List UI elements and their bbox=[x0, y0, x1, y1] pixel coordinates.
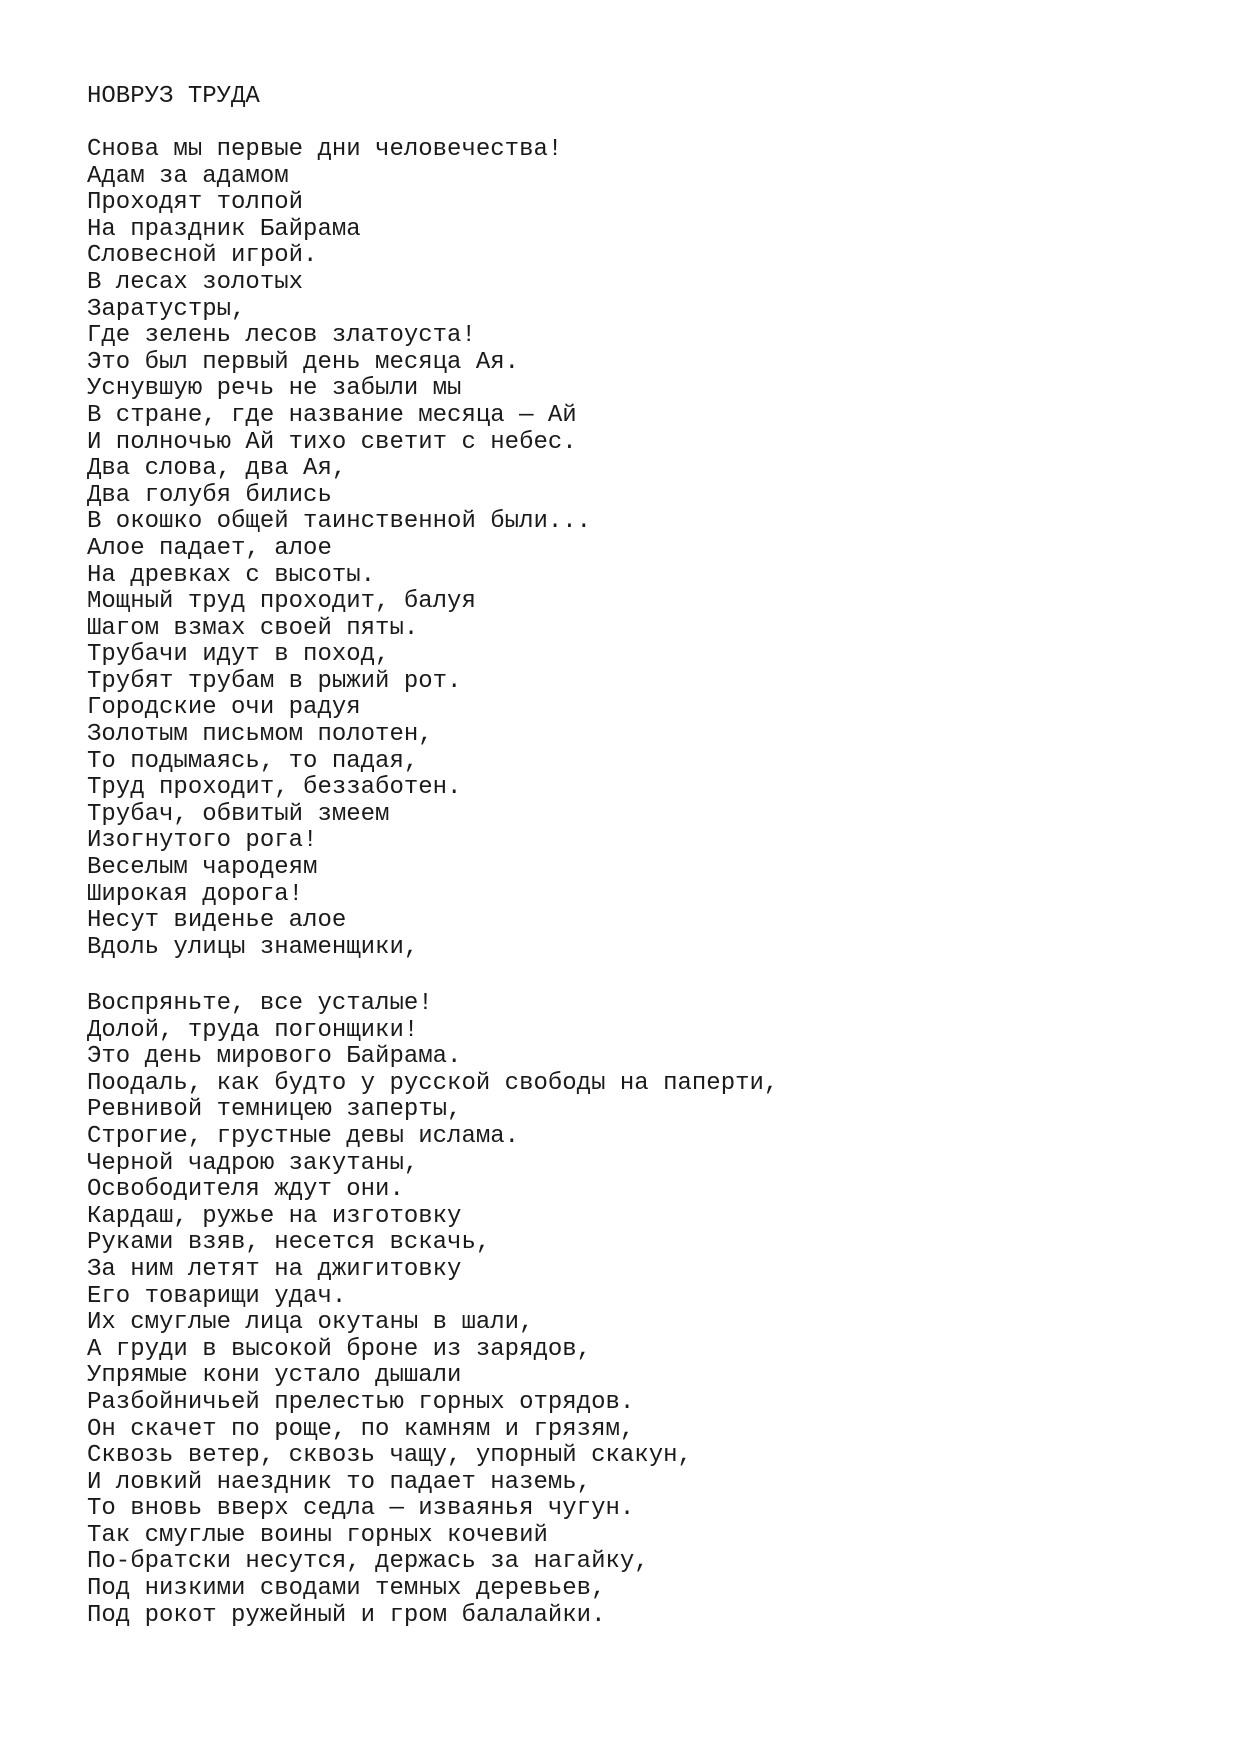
poem-line: Шагом взмах своей пяты. bbox=[87, 614, 419, 642]
poem-title: НОВРУЗ ТРУДА bbox=[87, 83, 260, 110]
poem-line: Трубач, обвитый змеем bbox=[87, 800, 390, 828]
poem-line: В окошко общей таинственной были... bbox=[87, 508, 592, 536]
poem-line: И полночью Ай тихо светит с небес. bbox=[87, 428, 577, 456]
poem-line: Два голубя бились bbox=[87, 481, 332, 509]
poem-line: Городские очи радуя bbox=[87, 694, 361, 722]
stanza-2 bbox=[87, 991, 778, 1629]
poem-line: На праздник Байрама bbox=[87, 215, 361, 243]
poem-line: Черной чадрою закутаны, bbox=[87, 1149, 419, 1177]
poem-line: Адам за адамом bbox=[87, 162, 289, 190]
poem-line: Изогнутого рога! bbox=[87, 827, 318, 855]
poem-line: За ним летят на джигитовку bbox=[87, 1255, 462, 1283]
poem-line: То вновь вверх седла — изваянья чугун. bbox=[87, 1495, 635, 1523]
poem-line: Разбойничьей прелестью горных отрядов. bbox=[87, 1388, 635, 1416]
poem-line: В лесах золотых bbox=[87, 268, 304, 296]
poem-line: А груди в высокой броне из зарядов, bbox=[87, 1335, 592, 1363]
stanza-1 bbox=[87, 137, 591, 961]
poem-line: Упрямые кони устало дышали bbox=[87, 1362, 462, 1390]
poem-line: Алое падает, алое bbox=[87, 534, 332, 562]
poem-line: Трубят трубам в рыжий рот. bbox=[87, 667, 462, 695]
poem-line: Словесной игрой. bbox=[87, 242, 318, 270]
poem-line: Это день мирового Байрама. bbox=[87, 1043, 462, 1071]
poem-line: Мощный труд проходит, балуя bbox=[87, 588, 476, 616]
poem-line: Проходят толпой bbox=[87, 189, 304, 217]
poem-line: Кардаш, ружье на изготовку bbox=[87, 1202, 462, 1230]
poem-line: Руками взяв, несется вскачь, bbox=[87, 1229, 491, 1257]
poem-line: В стране, где название месяца — Ай bbox=[87, 401, 577, 429]
poem-line: Он скачет по роще, по камням и грязям, bbox=[87, 1415, 635, 1443]
poem-line: Их смуглые лица окутаны в шали, bbox=[87, 1309, 534, 1337]
poem-line: Это был первый день месяца Ая. bbox=[87, 348, 520, 376]
poem-line: Трубачи идут в поход, bbox=[87, 641, 390, 669]
poem-line: По-братски несутся, держась за нагайку, bbox=[87, 1548, 649, 1576]
poem-line: Поодаль, как будто у русской свободы на паперти, bbox=[87, 1069, 779, 1097]
poem-line: Долой, труда погонщики! bbox=[87, 1016, 419, 1044]
poem-line: И ловкий наездник то падает наземь, bbox=[87, 1468, 592, 1496]
poem-line: Ревнивой темницею заперты, bbox=[87, 1096, 462, 1124]
poem-line: Сквозь ветер, сквозь чащу, упорный скакун, bbox=[87, 1442, 692, 1470]
poem-line: Труд проходит, беззаботен. bbox=[87, 774, 462, 802]
poem-line: То подымаясь, то падая, bbox=[87, 747, 419, 775]
poem-line: Воспряньте, все усталые! bbox=[87, 990, 433, 1017]
poem-line: Освободителя ждут они. bbox=[87, 1176, 404, 1204]
poem-line: Строгие, грустные девы ислама. bbox=[87, 1122, 520, 1150]
poem-line: Так смуглые воины горных кочевий bbox=[87, 1521, 548, 1549]
poem-line: Несут виденье алое bbox=[87, 907, 347, 935]
poem-line: Его товарищи удач. bbox=[87, 1282, 347, 1310]
poem-line: Два слова, два Ая, bbox=[87, 455, 347, 483]
poem-line: Под низкими сводами темных деревьев, bbox=[87, 1575, 606, 1603]
poem-line: Снова мы первые дни человечества! bbox=[87, 136, 563, 163]
poem-line: Где зелень лесов златоуста! bbox=[87, 322, 476, 350]
poem-line: Уснувшую речь не забыли мы bbox=[87, 375, 462, 403]
poem-line: Заратустры, bbox=[87, 295, 246, 323]
poem-line: Веселым чародеям bbox=[87, 854, 318, 882]
poem-line: Под рокот ружейный и гром балалайки. bbox=[87, 1601, 606, 1629]
poem-line: Золотым письмом полотен, bbox=[87, 721, 433, 749]
poem-line: Вдоль улицы знаменщики, bbox=[87, 933, 419, 961]
poem-line: Широкая дорога! bbox=[87, 880, 304, 908]
poem-line: На древках с высоты. bbox=[87, 561, 376, 589]
